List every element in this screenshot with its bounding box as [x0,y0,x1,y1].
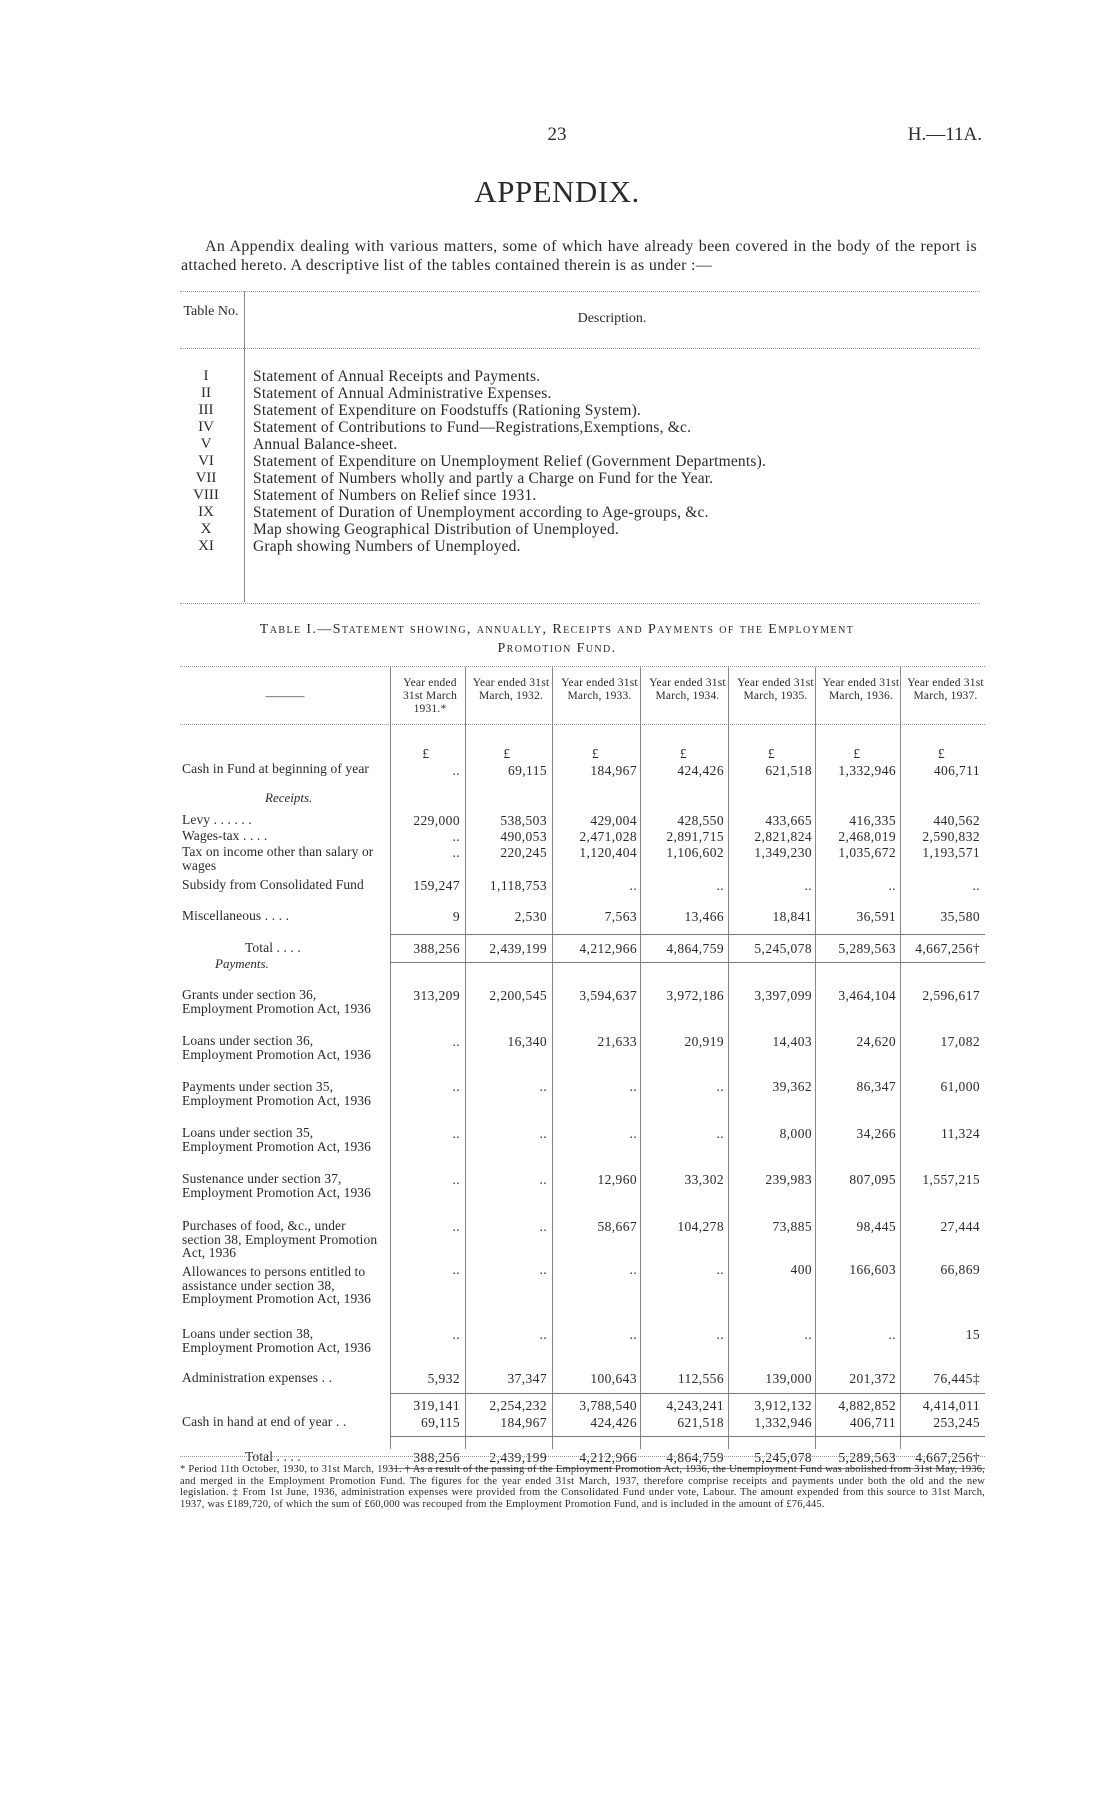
table-cell: 388,256 [413,941,460,956]
table-cell: .. [539,1079,547,1094]
contents-row-number: X [200,521,212,537]
row-label: Total . . . . [245,1449,301,1464]
table-cell: 35,580 [940,909,980,924]
table-cell: 2,590,832 [922,829,980,844]
row-label: Payments under section 35, Employment Promotion Act, 1936 [182,1079,371,1108]
divider [180,666,985,667]
table-cell: 1,557,215 [922,1172,980,1187]
table-cell: 1,035,672 [838,845,896,860]
table-cell: 440,562 [933,813,980,828]
table-cell: 5,245,078 [754,1450,812,1465]
table-cell: 4,864,759 [666,1450,724,1465]
table-cell: .. [716,1079,724,1094]
table-cell: 4,882,852 [838,1398,896,1413]
table-cell: 1,106,602 [666,845,724,860]
column-divider [465,667,466,1449]
payments-heading: Payments. [215,956,269,971]
table-cell: 5,289,563 [838,941,896,956]
stub-header: ——— [265,688,305,703]
total-rule [390,962,985,963]
row-label: Administration expenses . . [182,1370,333,1385]
table-cell: 416,335 [849,813,896,828]
table-cell: 388,256 [413,1450,460,1465]
table-cell: 4,243,241 [666,1398,724,1413]
contents-row-number: I [203,368,209,384]
row-label: Sustenance under section 37, Employment Promotion Act, 1936 [182,1171,371,1200]
page-number: 23 [547,124,567,145]
contents-row-number: VI [198,453,214,469]
column-divider [552,667,553,1449]
table-cell: 621,518 [765,763,812,778]
table-cell: 33,302 [684,1172,724,1187]
table-cell: 428,550 [677,813,724,828]
table-cell: 3,594,637 [579,988,637,1003]
table-caption-line2: Promotion Fund. [497,641,617,656]
intro-paragraph: An Appendix dealing with various matters, some of which have already been covered in the body of the report is attached hereto. A descriptive list of the tables contained therein is as under :— [181,238,977,274]
table-cell: 27,444 [940,1219,980,1234]
table-cell: .. [888,1327,896,1342]
table-cell: 1,193,571 [922,845,980,860]
contents-row-description: Statement of Numbers on Relief since 1931. [253,487,537,504]
table-cell: .. [972,878,980,893]
table-cell: 1,349,230 [754,845,812,860]
column-header: Year ended 31st March, 1932. [472,677,550,702]
table-cell: 3,464,104 [838,988,896,1003]
table-cell: 3,397,099 [754,988,812,1003]
table-cell: 3,972,186 [666,988,724,1003]
table-cell: 14,403 [772,1034,812,1049]
row-label: Cash in hand at end of year . . [182,1414,347,1429]
table-cell: 424,426 [677,763,724,778]
table-cell: 1,118,753 [489,878,547,893]
currency-symbol: £ [679,746,688,761]
page-title: APPENDIX. [474,174,640,209]
row-label: Tax on income other than salary or wages [182,844,374,873]
currency-symbol: £ [503,746,511,761]
total-rule [390,1436,985,1437]
column-divider [900,667,901,1449]
table-cell: .. [539,1219,547,1234]
table-cell: 9 [452,909,460,924]
row-label: Loans under section 36, Employment Promotion Act, 1936 [182,1033,371,1062]
table-cell: 313,209 [413,988,460,1003]
table-cell: 139,000 [765,1371,812,1386]
table-cell: 4,864,759 [666,941,724,956]
row-label: Wages-tax . . . . [182,828,268,843]
table-cell: .. [452,763,460,778]
table-cell: .. [452,1219,460,1234]
divider [180,291,980,292]
row-label: Loans under section 35, Employment Promotion Act, 1936 [182,1125,371,1154]
table-cell: .. [804,878,812,893]
column-header: Year ended 31st March, 1934. [649,677,726,702]
table-cell: 98,445 [856,1219,896,1234]
table-cell: 34,266 [856,1126,896,1141]
row-label: Loans under section 38, Employment Promotion Act, 1936 [182,1326,371,1355]
column-header: Year ended 31st March, 1936. [822,677,900,702]
currency-symbol: £ [591,746,600,761]
table-cell: 2,530 [514,909,547,924]
table-cell: .. [716,878,724,893]
table-cell: 429,004 [590,813,637,828]
table-cell: .. [629,1262,637,1277]
table-cell: 2,439,199 [489,1450,547,1465]
table-cell: 24,620 [856,1034,896,1049]
table-cell: 406,711 [933,763,980,778]
table-cell: .. [539,1126,547,1141]
contents-row-description: Map showing Geographical Distribution of Unemployed. [253,521,619,538]
table-cell: 37,347 [507,1371,547,1386]
table-cell: .. [452,1262,460,1277]
table-cell: .. [539,1172,547,1187]
table-cell: .. [539,1262,547,1277]
table-cell: 3,788,540 [579,1398,637,1413]
column-divider [640,667,641,1449]
table-cell: 166,603 [849,1262,896,1277]
table-cell: .. [629,878,637,893]
table-cell: 3,912,132 [754,1398,812,1413]
table-cell: 11,324 [940,1126,980,1141]
table-cell: 319,141 [413,1398,460,1413]
table-cell: 18,841 [772,909,812,924]
contents-row-description: Statement of Annual Administrative Expenses. [253,385,552,402]
divider [180,348,980,349]
table-cell: 112,556 [677,1371,724,1386]
table-cell: 4,212,966 [579,1450,637,1465]
column-divider [815,667,816,1449]
table-cell: 253,245 [933,1415,980,1430]
table-cell: 1,332,946 [838,763,896,778]
table-cell: 4,667,256† [915,941,980,956]
contents-row-number: V [200,436,212,452]
row-label: Purchases of food, &c., under section 38, Employment Promotion Act, 1936 [182,1218,378,1260]
column-header: Year ended 31st March, 1935. [737,677,814,702]
table-cell: 621,518 [677,1415,724,1430]
table-cell: 433,665 [765,813,812,828]
contents-row-number: VII [195,470,217,486]
table-cell: 69,115 [507,763,547,778]
table-cell: 86,347 [856,1079,896,1094]
column-divider [390,667,391,1449]
contents-row-number: VIII [193,487,219,503]
currency-symbol: £ [422,746,430,761]
table-cell: .. [452,1172,460,1187]
table-cell: .. [452,829,460,844]
table-cell: 5,289,563 [838,1450,896,1465]
row-label: Miscellaneous . . . . [182,908,290,923]
currency-symbol: £ [853,746,861,761]
column-divider [728,667,729,1449]
table-cell: 2,821,824 [754,829,812,844]
table-cell: 39,362 [772,1079,812,1094]
contents-row-description: Statement of Contributions to Fund—Registrations,Exemptions, &c. [253,419,692,436]
contents-row-number: IV [198,419,214,435]
table-cell: 184,967 [590,763,637,778]
table-cell: 424,426 [590,1415,637,1430]
table-cell: 58,667 [597,1219,637,1234]
table-cell: .. [629,1079,637,1094]
contents-row-description: Graph showing Numbers of Unemployed. [253,538,521,555]
table-caption [0,620,1114,658]
table-cell: 2,439,199 [489,941,547,956]
table-cell: 2,254,232 [489,1398,547,1413]
row-label: Total . . . . [245,940,301,955]
table-cell: 17,082 [940,1034,980,1049]
table-cell: 61,000 [940,1079,980,1094]
contents-row-description: Statement of Numbers wholly and partly a Charge on Fund for the Year. [253,470,714,487]
table-cell: 69,115 [420,1415,460,1430]
table-cell: 201,372 [849,1371,896,1386]
table-cell: .. [452,1079,460,1094]
contents-row-number: II [201,385,211,401]
table-cell: 5,932 [427,1371,460,1386]
table-cell: 2,891,715 [666,829,724,844]
contents-row-description: Statement of Duration of Unemployment according to Age-groups, &c. [253,504,709,521]
table-cell: 220,245 [500,845,547,860]
contents-header-no: Table No. [183,304,239,319]
table-cell: 20,919 [684,1034,724,1049]
contents-row-number: XI [198,538,214,554]
contents-row-description: Annual Balance-sheet. [253,436,398,453]
footnotes: * Period 11th October, 1930, to 31st March, 1931. † As a result of the passing of the Employment Promotion Act, 1936, the Unemployment Fund was abolished from 31st May, 1936, and merged in the Employment Promotion Fund. The figures for the year ended 31st March, 1937, therefore comprise receipts and payments under both the old and the new legislation. ‡ From 1st June, 1936, administration expenses were provided from the Consolidated Fund under vote, Labour. The amount expended from this source to 31st March, 1937, was £189,720, of which the sum of £60,000 was recouped from the Employment Promotion Fund, and is included in the amount of £76,445. [180,1464,985,1510]
table-cell: 239,983 [765,1172,812,1187]
table-cell: 490,053 [500,829,547,844]
table-cell: .. [629,1126,637,1141]
currency-symbol: £ [937,746,946,761]
series-code: H.—11A. [907,124,982,145]
table-cell: 7,563 [604,909,637,924]
row-label: Allowances to persons entitled to assistance under section 38, Employment Promotion Act, 1936 [182,1264,371,1306]
table-cell: 159,247 [413,878,460,893]
table-cell: 4,414,011 [922,1398,980,1413]
table-cell: 538,503 [500,813,547,828]
table-cell: .. [452,845,460,860]
table-cell: .. [452,1126,460,1141]
column-divider [244,291,245,602]
row-label: Levy . . . . . . [182,812,252,827]
contents-row-number: IX [198,504,214,520]
table-cell: 104,278 [677,1219,724,1234]
divider [180,724,985,725]
table-cell: 4,212,966 [579,941,637,956]
contents-row-description: Statement of Expenditure on Unemployment Relief (Government Departments). [253,453,767,470]
table-cell: .. [452,1327,460,1342]
table-cell: .. [716,1327,724,1342]
table-cell: 66,869 [940,1262,980,1277]
row-label: Cash in Fund at beginning of year [182,761,370,776]
table-cell: 1,120,404 [579,845,637,860]
table-cell: 100,643 [590,1371,637,1386]
divider [180,1456,985,1457]
table-cell: .. [716,1126,724,1141]
table-cell: .. [804,1327,812,1342]
contents-header-desc: Description. [577,311,647,326]
table-cell: 2,596,617 [922,988,980,1003]
table-cell: 13,466 [684,909,724,924]
column-header: Year ended 31st March, 1937. [907,677,984,702]
table-cell: 184,967 [500,1415,547,1430]
table-caption-line1: Table I.—Statement showing, annually, Receipts and Payments of the Employment [259,622,855,637]
table-cell: .. [716,1262,724,1277]
row-label: Subsidy from Consolidated Fund [182,877,364,892]
divider [180,603,980,604]
table-cell: .. [539,1327,547,1342]
table-cell: 2,200,545 [489,988,547,1003]
table-cell: 73,885 [772,1219,812,1234]
table-cell: 406,711 [849,1415,896,1430]
table-cell: 16,340 [507,1034,547,1049]
table-cell: 21,633 [597,1034,637,1049]
table-cell: 8,000 [779,1126,812,1141]
total-rule [390,934,985,935]
table-cell: 229,000 [413,813,460,828]
table-cell: 15 [965,1327,980,1342]
table-cell: 2,468,019 [838,829,896,844]
contents-row-number: III [198,402,214,418]
currency-symbol: £ [767,746,776,761]
receipts-heading: Receipts. [265,790,313,805]
column-header: Year ended 31st March, 1933. [561,677,638,702]
table-cell: 12,960 [597,1172,637,1187]
contents-row-description: Statement of Annual Receipts and Payments. [253,368,541,385]
table-cell: 76,445‡ [933,1371,980,1386]
column-header: Year ended 31st March 1931.* [402,677,458,715]
table-cell: 2,471,028 [579,829,637,844]
table-cell: .. [629,1327,637,1342]
table-cell: .. [888,878,896,893]
table-cell: 400 [790,1262,812,1277]
total-rule [390,1393,985,1394]
table-cell: 5,245,078 [754,941,812,956]
row-label: Grants under section 36, Employment Promotion Act, 1936 [182,987,371,1016]
table-cell: 36,591 [856,909,896,924]
table-cell: 807,095 [849,1172,896,1187]
table-cell: 1,332,946 [754,1415,812,1430]
contents-row-description: Statement of Expenditure on Foodstuffs (Rationing System). [253,402,642,419]
table-cell: 4,667,256† [915,1450,980,1465]
table-cell: .. [452,1034,460,1049]
